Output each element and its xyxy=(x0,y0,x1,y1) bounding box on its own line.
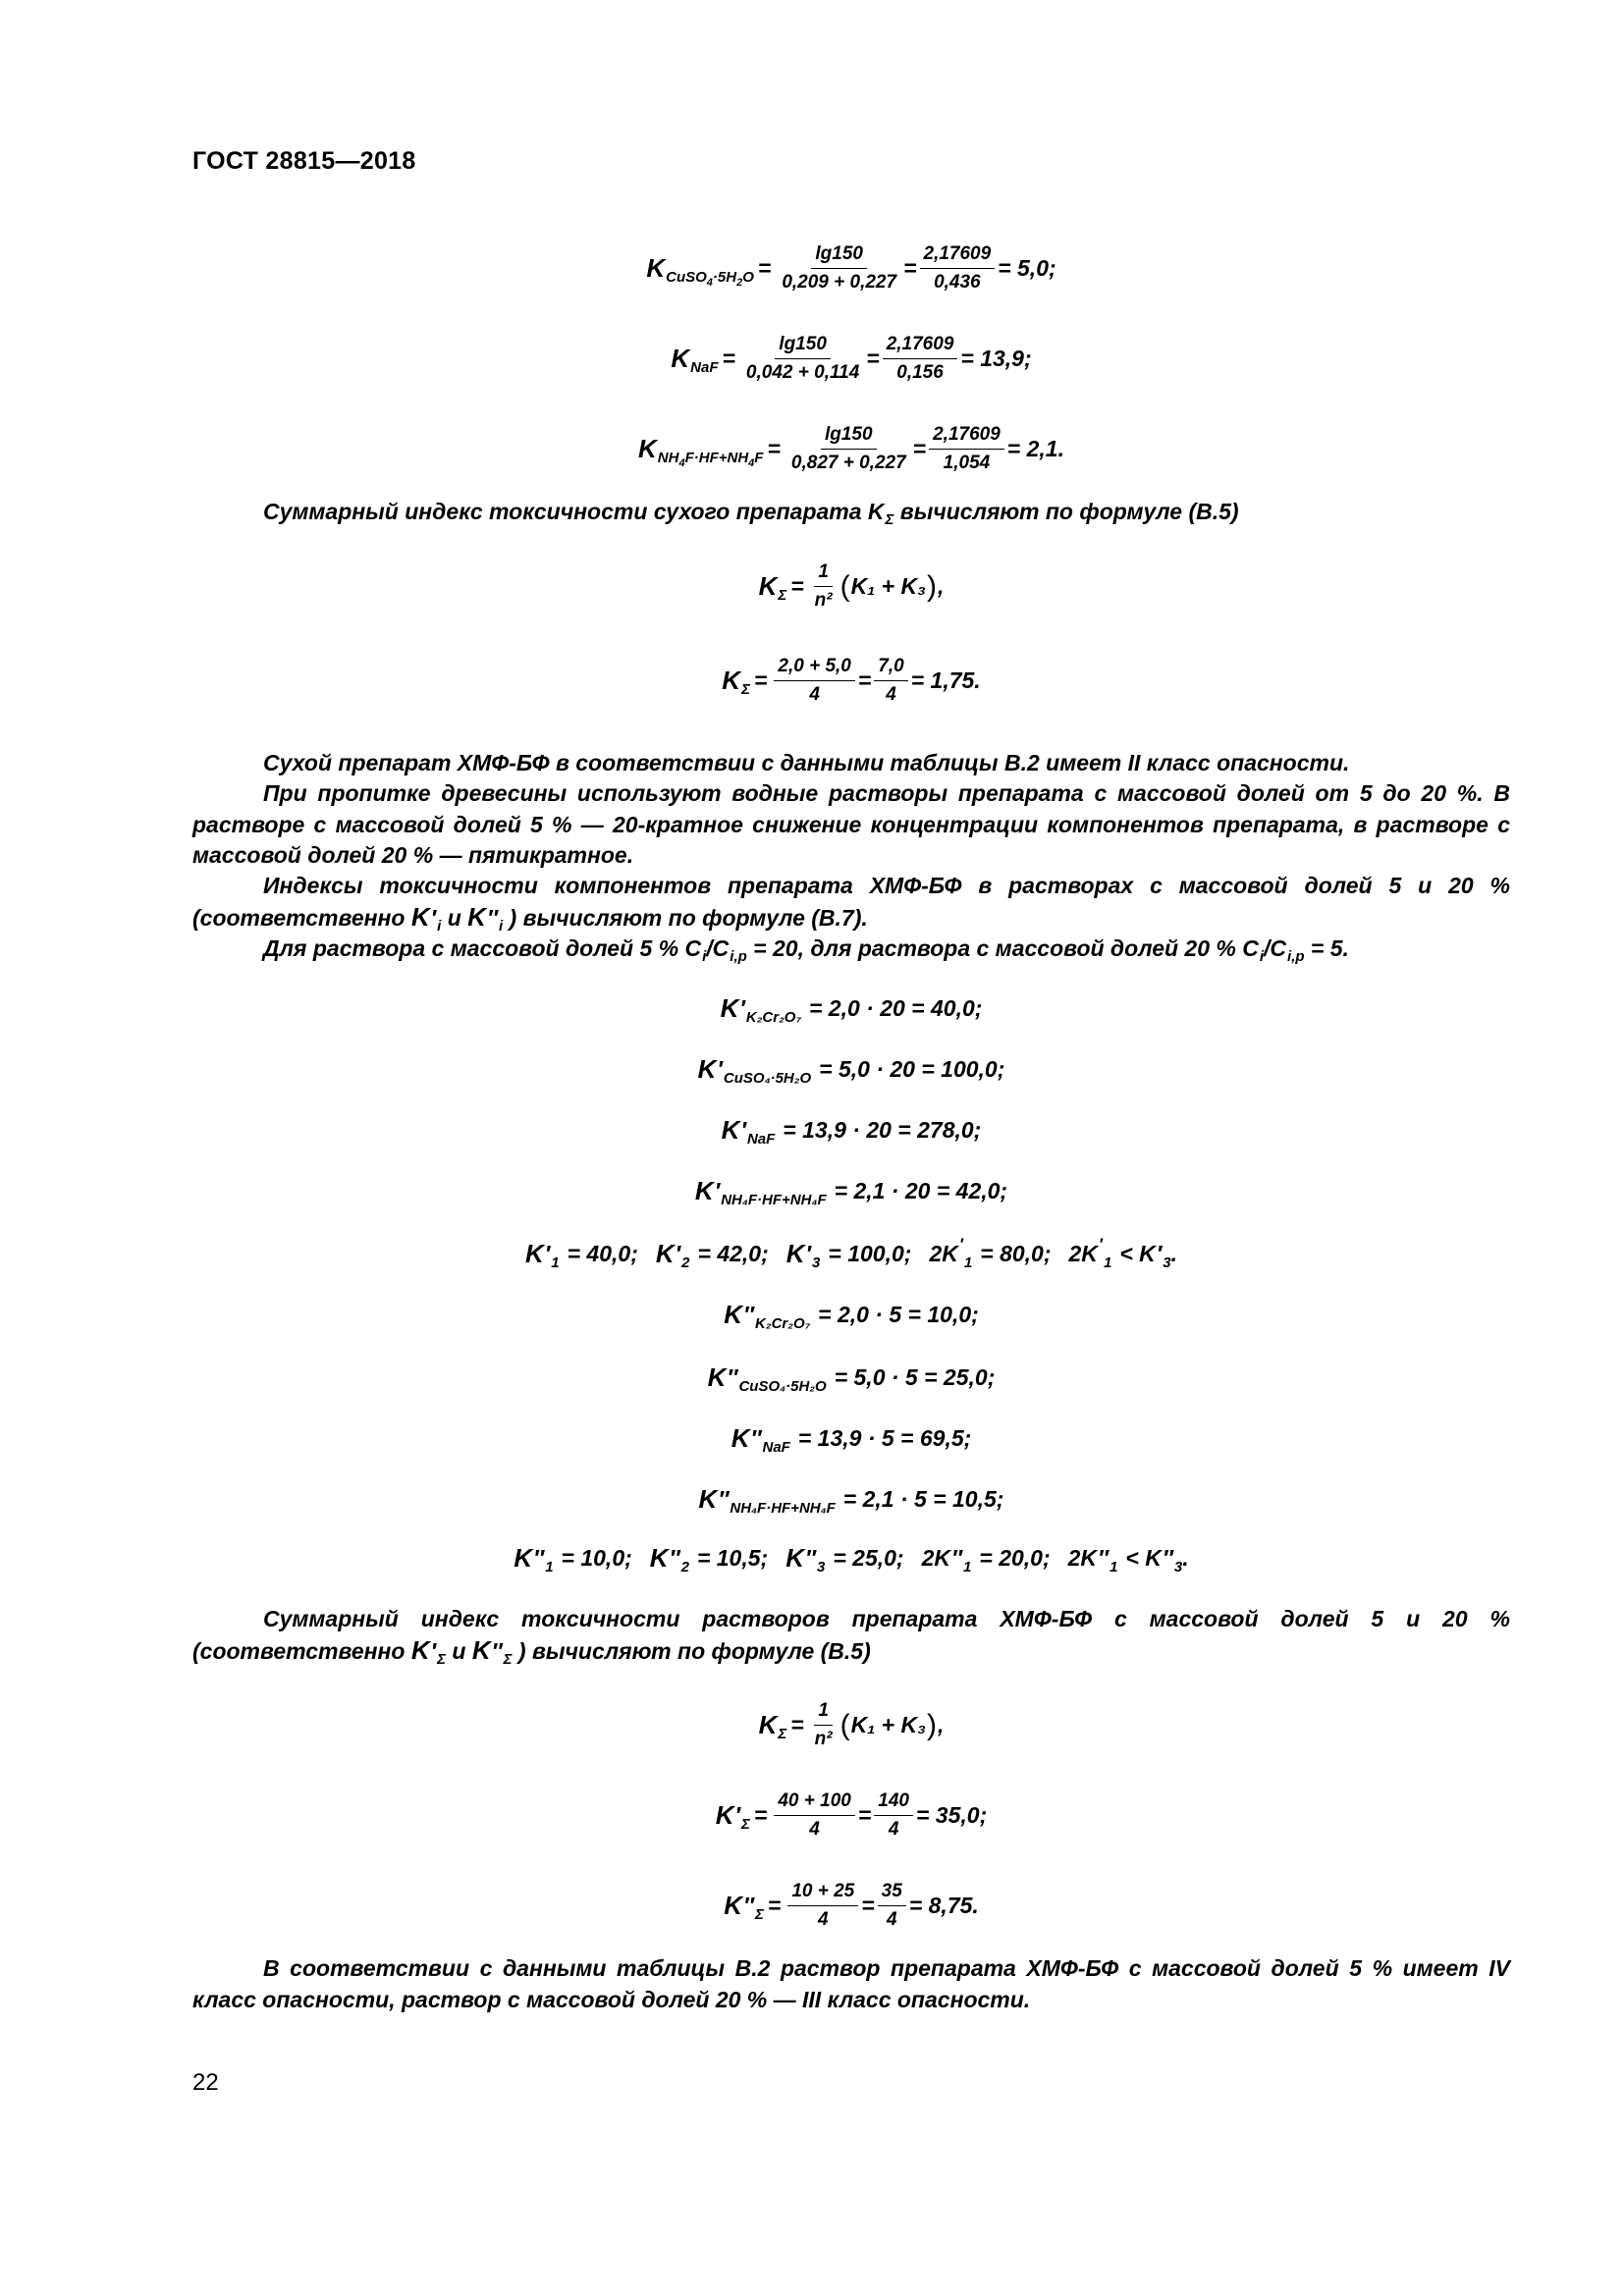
formula-cuso4-index: K $CuSO_4\cdot 5H_2O$ = $\frac{\lg 150}{0,209 + 0,227}$ = $\frac{2,17609}{0,436}$ = 5,0; xyxy=(646,243,1056,293)
formula-naf-20pct: K ″ NaF = 13,9 · 5 = 69,5; xyxy=(731,1423,972,1456)
paragraph-dry-class: Сухой препарат ХМФ-БФ в соответствии с данными таблицы В.2 имеет II класс опасности. xyxy=(263,750,1350,775)
paragraph-component-indices: Индексы токсичности компонентов препарата ХМФ-БФ в растворах с массовой долей 5 и 20 % (соответственно $K'_i$ и $K''_i$ ) вычисляют по формуле (В.7). xyxy=(192,873,1510,934)
formula-ranking-20pct: K ″ 1 = 10,0; K ″ 2 = 10,5; K ″ 3 = 25,0; 2K ″ 1 = 20,0; 2K ″ 1 < K ″ 3 . xyxy=(514,1543,1189,1575)
formula-sum-general-2: K Σ = $\frac{1}{\text{n²}}$ ( K₁ + K₃ ) , xyxy=(758,1700,945,1749)
paragraph-solution-summary: Суммарный индекс токсичности растворов препарата ХМФ-БФ с массовой долей 5 и 20 % (соответственно $K'_\Sigma$ и $K''_\Sigma$ ) вычисляют по формуле (В.5) xyxy=(192,1606,1510,1668)
formula-nh4f-index: K $NH_4F\cdot HF+NH_4F$ = $\frac{\lg 150}{0,827 + 0,227}$ = $\frac{2,17609}{1,054}$ = 2,1. xyxy=(638,424,1064,473)
paragraph-concentration-ratio: Для раствора с массовой долей 5 % $C_i/C_{i,p} = 20$, для раствора с массовой долей 20 % $C_i/C_{i,p} = 5$. xyxy=(263,935,1349,965)
formula-cuso4-5pct: K ′ CuSO₄·5H₂O = 5,0 · 20 = 100,0; xyxy=(697,1054,1005,1087)
formula-cuso4-20pct: K ″ CuSO₄·5H₂O = 5,0 · 5 = 25,0; xyxy=(707,1362,996,1395)
formula-k2cr2o7-20pct: K ″ K₂Cr₂O₇ = 2,0 · 5 = 10,0; xyxy=(724,1300,979,1332)
formula-sum-5pct: K ′ Σ = $\frac{40 + 100}{4}$ = $\frac{140}{4}$ = 35,0; xyxy=(715,1790,988,1840)
formula-nh4f-5pct: K ′ NH₄F·HF+NH₄F = 2,1 · 20 = 42,0; xyxy=(694,1176,1008,1208)
formula-k2cr2o7-5pct: K ′ K₂Cr₂O₇ = 2,0 · 20 = 40,0; xyxy=(720,993,983,1026)
paragraph-impregnation: При пропитке древесины используют водные растворы препарата с массовой долей от 5 до 20 %. В растворе с массовой долей 5 % — 20-кратное снижение концентрации компонентов препарата, в растворе с массовой долей 20 % — пятикратное. xyxy=(192,780,1510,868)
paragraph-dry-summary: Суммарный индекс токсичности сухого препарата $K_\Sigma$ вычисляют по формуле (В.5) xyxy=(263,499,1239,528)
document-header: ГОСТ 28815—2018 xyxy=(192,147,416,175)
formula-nh4f-20pct: K ″ NH₄F·HF+NH₄F = 2,1 · 5 = 10,5; xyxy=(698,1484,1004,1517)
formula-sum-dry: K Σ = $\frac{2,0 + 5,0}{4}$ = $\frac{7,0}{4}$ = 1,75. xyxy=(722,656,981,705)
formula-naf-index: K NaF = $\frac{\lg 150}{0,042 + 0,114}$ = $\frac{2,17609}{0,156}$ = 13,9; xyxy=(671,334,1032,383)
paragraph-solution-class: В соответствии с данными таблицы В.2 раствор препарата ХМФ-БФ с массовой долей 5 % имеет IV класс опасности, раствор с массовой долей 20 % — III класс опасности. xyxy=(192,1955,1510,2012)
formula-sum-20pct: K ″ Σ = $\frac{10 + 25}{4}$ = $\frac{35}{4}$ = 8,75. xyxy=(724,1881,979,1930)
formula-sum-general: K Σ = $\frac{1}{\text{n²}}$ ( K₁ + K₃ ) , xyxy=(758,561,945,611)
formula-naf-5pct: K ′ NaF = 13,9 · 20 = 278,0; xyxy=(721,1115,982,1148)
page-number: 22 xyxy=(192,2069,219,2096)
formula-ranking-5pct: K ′ 1 = 40,0; K ′ 2 = 42,0; K ′ 3 = 100,0; 2K ′ 1 = 80,0; 2K ′ 1 < K ′ 3 . xyxy=(524,1234,1178,1271)
